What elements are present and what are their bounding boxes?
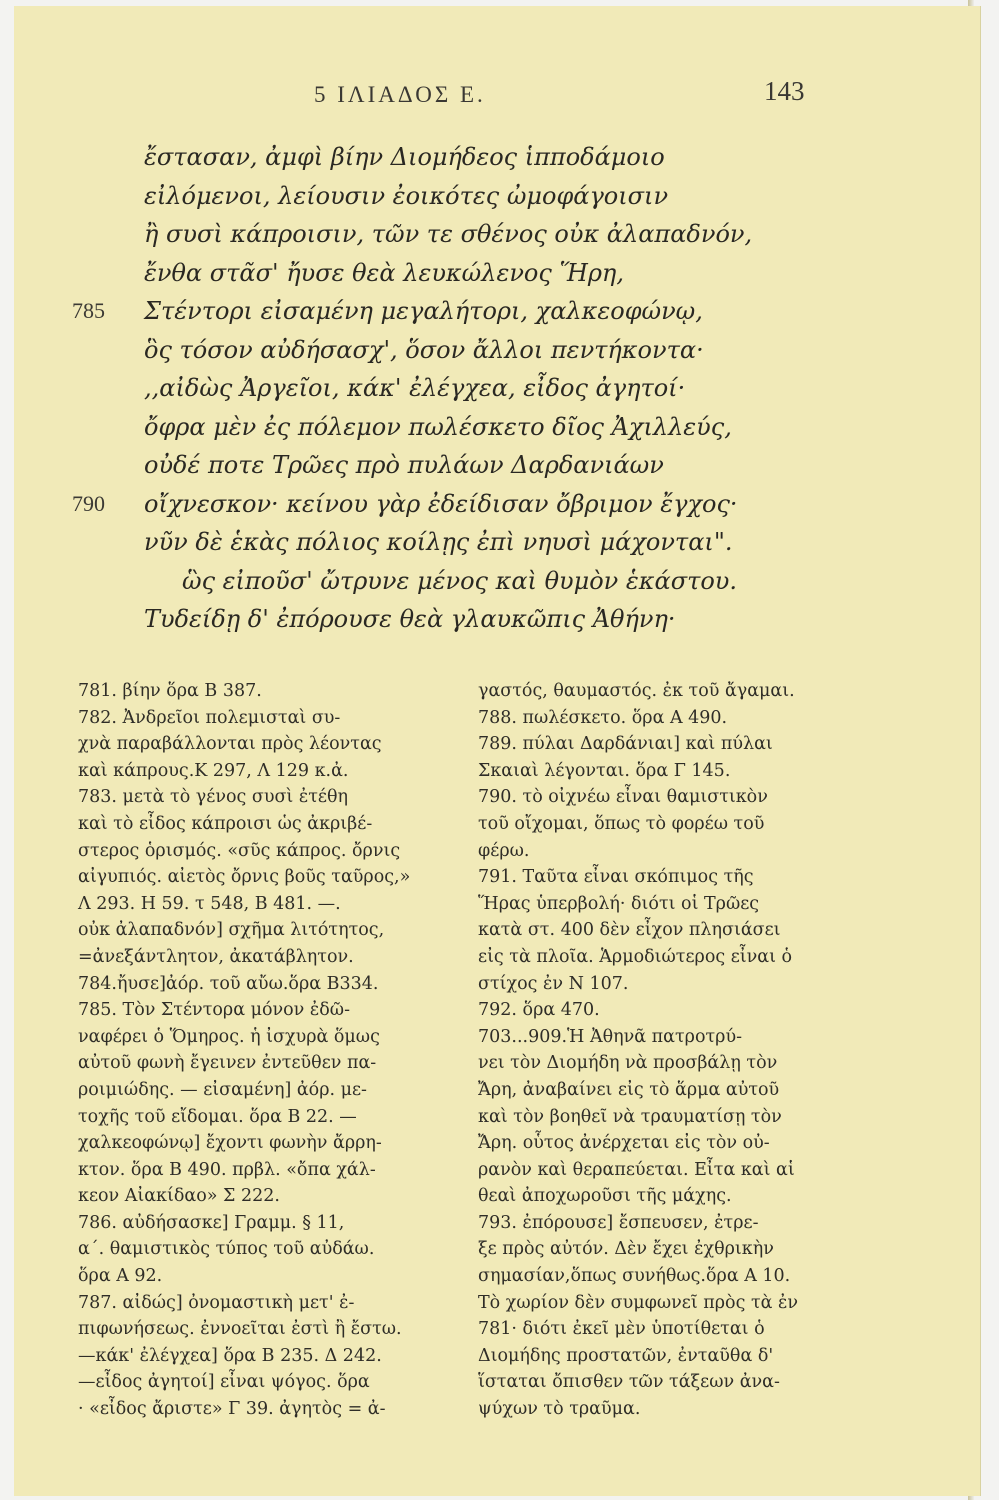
note-line: 788. πωλέσκετο. ὅρα Α 490. — [478, 707, 728, 728]
verse-text: οἴχνεσκον· κείνου γὰρ ἐδείδισαν ὄβριμον ἔγχος· — [144, 489, 738, 518]
note-line: —εἶδος ἀγητοί] εἶναι ψόγος. ὅρα — [78, 1372, 370, 1393]
note-line: 785. Τὸν Στέντορα μόνον ἐδῶ- — [78, 1000, 350, 1021]
verse-text: εἰλόμενοι, λείουσιν ἐοικότες ὠμοφάγοισιν — [144, 181, 669, 210]
verse-text: ὃς τόσον αὐδήσασχ', ὅσον ἄλλοι πεντήκοντα· — [144, 335, 704, 364]
verse-block — [14, 138, 980, 639]
note-line: Ἄρη. οὗτος ἀνέρχεται εἰς τὸν οὐ- — [478, 1133, 770, 1154]
note-line: 787. αἰδώς] ὀνομαστικὴ μετ' ἐ- — [78, 1292, 355, 1313]
verse-line — [14, 485, 980, 524]
verse-text: οὐδέ ποτε Τρῶες πρὸ πυλάων Δαρδανιάων — [144, 451, 664, 479]
note-line: χνὰ παραβάλλονται πρὸς λέοντας — [78, 734, 382, 755]
note-line: Τὸ χωρίον δὲν συμφωνεῖ πρὸς τὰ ἐν — [478, 1292, 799, 1313]
note-line: φέρω. — [478, 840, 530, 861]
note-line: τοχῆς τοῦ εἴδομαι. ὅρα Β 22. — — [78, 1106, 357, 1127]
note-line: χαλκεοφώνῳ] ἔχοντι φωνὴν ἄρρη- — [78, 1133, 382, 1154]
verse-text: ὄφρα μὲν ἐς πόλεμον πωλέσκετο δῖος Ἀχιλλεύς, — [144, 412, 732, 441]
commentary-left-column — [78, 678, 456, 1423]
verse-line — [14, 369, 980, 408]
note-line: 791. Ταῦτα εἶναι σκόπιμος τῆς — [478, 867, 754, 888]
book-page — [14, 6, 980, 1496]
note-line: γαστός, θαυμαστός. ἐκ τοῦ ἄγαμαι. — [478, 681, 795, 701]
note-line: στίχος ἐν Ν 107. — [478, 973, 629, 994]
note-line: κατὰ στ. 400 δὲν εἶχον πλησιάσει — [478, 920, 781, 941]
note-line: κεον Αἰακίδαο» Σ 222. — [78, 1186, 280, 1207]
verse-line — [14, 215, 980, 254]
note-line: νει τὸν Διομήδη νὰ προσβάλῃ τὸν — [478, 1053, 778, 1074]
note-line: ρανὸν καὶ θεραπεύεται. Εἶτα καὶ αἱ — [478, 1159, 795, 1180]
note-line: 781· διότι ἐκεῖ μὲν ὑποτίθεται ὁ — [478, 1319, 765, 1340]
note-line: 784.ἤυσε]ἀόρ. τοῦ αὔω.ὅρα Β334. — [78, 973, 379, 994]
verse-line — [14, 446, 980, 485]
page-header — [14, 76, 980, 122]
note-line: 789. πύλαι Δαρδάνιαι] καὶ πύλαι — [478, 734, 773, 755]
note-line: ἵσταται ὄπισθεν τῶν τάξεων ἀνα- — [478, 1372, 780, 1393]
verse-text: Τυδείδῃ δ' ἐπόρουσε θεὰ γλαυκῶπις Ἀθήνη· — [144, 605, 676, 633]
note-line: 703...909.Ἡ Ἀθηνᾶ πατροτρύ- — [478, 1026, 743, 1047]
note-line: 782. Ἀνδρεῖοι πολεμισταὶ συ- — [78, 707, 341, 728]
note-line: εἰς τὰ πλοῖα. Ἁρμοδιώτερος εἶναι ὁ — [478, 946, 793, 967]
verse-line — [14, 562, 980, 601]
verse-line — [14, 523, 980, 562]
note-line: ναφέρει ὁ Ὅμηρος. ἡ ἰσχυρὰ ὅμως — [78, 1026, 380, 1047]
note-line: 786. αὐδήσασκε] Γραμμ. § 11, — [78, 1212, 345, 1233]
note-line: 781. βίην ὅρα Β 387. — [78, 681, 262, 701]
note-line: πιφωνήσεως. ἐννοεῖται ἐστὶ ἢ ἔστω. — [78, 1319, 402, 1340]
note-line: ψύχων τὸ τραῦμα. — [478, 1399, 641, 1420]
note-line: θεαὶ ἀποχωροῦσι τῆς μάχης. — [478, 1186, 732, 1207]
note-line: 783. μετὰ τὸ γένος συσὶ ἐτέθη — [78, 787, 348, 808]
note-line: Ἥρας ὑπερβολή· διότι οἱ Τρῶες — [478, 893, 760, 914]
verse-line — [14, 292, 980, 331]
page-number: 143 — [764, 76, 805, 106]
note-line: στερος ὁρισμός. «σῦς κάπρος. ὄρνις — [78, 840, 401, 861]
note-line: · «εἶδος ἄριστε» Γ 39. ἀγητὸς = ἀ- — [78, 1399, 386, 1420]
note-line: σημασίαν,ὅπως συνήθως.ὅρα Α 10. — [478, 1266, 791, 1287]
note-line: Λ 293. Η 59. τ 548, Β 481. —. — [78, 893, 341, 914]
note-line: Σκαιαὶ λέγονται. ὅρα Γ 145. — [478, 760, 731, 781]
note-line: ξε πρὸς αὐτόν. Δὲν ἔχει ἐχθρικὴν — [478, 1239, 774, 1260]
verse-text: Στέντορι εἰσαμένη μεγαλήτορι, χαλκεοφώνῳ, — [144, 297, 703, 325]
verse-number: 790 — [72, 490, 105, 516]
verse-text: ὣς εἰποῦσ' ὤτρυνε μένος καὶ θυμὸν ἑκάστου. — [182, 566, 738, 595]
note-line: καὶ τὸ εἶδος κάπροισι ὡς ἀκριβέ- — [78, 813, 373, 834]
note-line: αἰγυπιός. αἰετὸς ὄρνις βοῦς ταῦρος,» — [78, 867, 411, 888]
note-line: οὐκ ἀλαπαδνόν] σχῆμα λιτότητος, — [78, 920, 385, 941]
note-line: αὐτοῦ φωνὴ ἔγεινεν ἐντεῦθεν πα- — [78, 1053, 377, 1074]
note-line: ροιμιώδης. — εἰσαμένη] ἀόρ. με- — [78, 1079, 367, 1100]
note-line: 792. ὅρα 470. — [478, 1000, 600, 1021]
running-title: 5 ΙΛΙΑΔΟΣ Ε. — [314, 82, 486, 107]
note-line: ὅρα Α 92. — [78, 1266, 163, 1287]
verse-line — [14, 331, 980, 370]
verse-text: ἔστασαν, ἀμφὶ βίην Διομήδεος ἱπποδάμοιο — [144, 143, 665, 171]
commentary-right-column — [478, 678, 844, 1423]
verse-line — [14, 408, 980, 447]
note-line: =ἀνεξάντλητον, ἀκατάβλητον. — [78, 946, 354, 967]
verse-line — [14, 177, 980, 216]
note-line: 793. ἐπόρουσε] ἔσπευσεν, ἐτρε- — [478, 1212, 759, 1233]
note-line: —κάκ' ἐλέγχεα] ὅρα Β 235. Δ 242. — [78, 1345, 382, 1366]
verse-text: ἢ συσὶ κάπροισιν, τῶν τε σθένος οὐκ ἀλαπαδνόν, — [144, 220, 753, 248]
verse-text: ἔνθα στᾶσ' ἤυσε θεὰ λευκώλενος Ἥρη, — [144, 258, 624, 287]
verse-text: ,,αἰδὼς Ἀργεῖοι, κάκ' ἐλέγχεα, εἶδος ἀγητοί· — [144, 374, 686, 402]
note-line: Διομήδης προστατῶν, ἐνταῦθα δ' — [478, 1345, 774, 1366]
verse-line — [14, 254, 980, 293]
note-line: 790. τὸ οἰχνέω εἶναι θαμιστικὸν — [478, 787, 768, 808]
verse-line — [14, 600, 980, 639]
note-line: καὶ τὸν βοηθεῖ νὰ τραυματίσῃ τὸν — [478, 1106, 782, 1127]
note-line: α΄. θαμιστικὸς τύπος τοῦ αὐδάω. — [78, 1239, 375, 1260]
note-line: τοῦ οἴχομαι, ὅπως τὸ φορέω τοῦ — [478, 813, 765, 834]
verse-text: νῦν δὲ ἑκὰς πόλιος κοίλῃς ἐπὶ νηυσὶ μάχονται". — [144, 528, 733, 556]
note-line: καὶ κάπρους.Κ 297, Λ 129 κ.ἀ. — [78, 760, 349, 781]
note-line: κτον. ὅρα Β 490. πρβλ. «ὄπα χάλ- — [78, 1159, 376, 1180]
verse-line — [14, 138, 980, 177]
verse-number: 785 — [72, 298, 105, 323]
note-line: Ἄρη, ἀναβαίνει εἰς τὸ ἅρμα αὐτοῦ — [478, 1079, 780, 1100]
